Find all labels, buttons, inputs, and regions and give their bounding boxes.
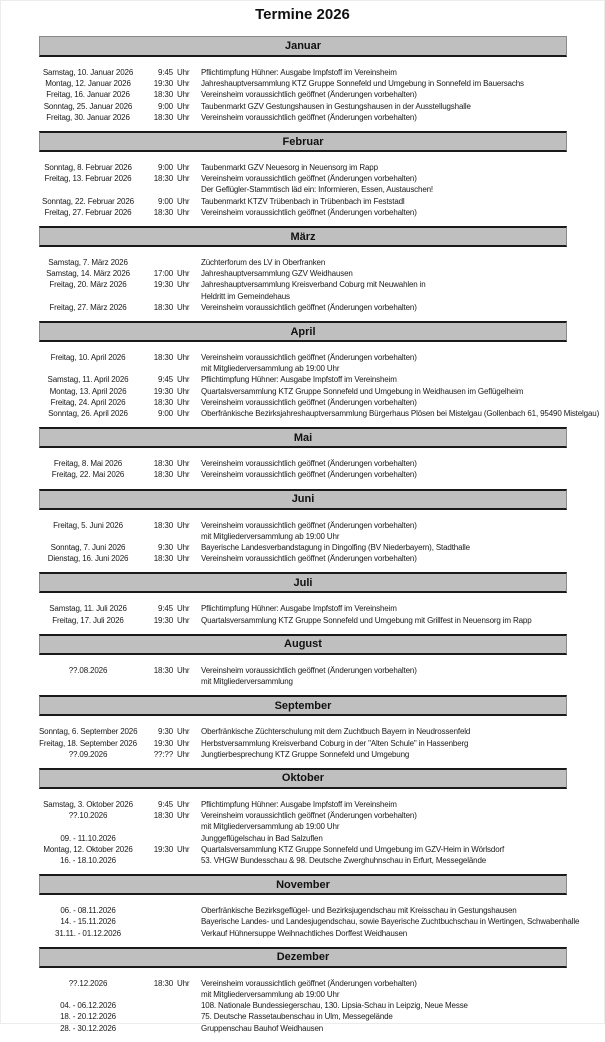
event-description	[201, 302, 567, 313]
event-description	[201, 196, 567, 207]
event-time-unit: Uhr	[177, 543, 190, 553]
month-header-bar	[39, 947, 567, 968]
event-description-line: mit Mitgliederversammlung ab 19:00 Uhr	[201, 822, 340, 832]
event-row	[39, 279, 567, 301]
event-description	[201, 89, 567, 100]
event-description	[201, 112, 567, 123]
event-description	[201, 352, 567, 374]
event-date: Montag, 12. Oktober 2026	[43, 844, 133, 854]
event-description-line: Vereinsheim voraussichtlich geöffnet (Änderungen vorbehalten)	[201, 90, 417, 100]
event-time: 19:30	[153, 844, 173, 854]
month-section-januar	[39, 36, 567, 131]
event-date: Samstag, 10. Januar 2026	[42, 68, 134, 77]
event-time-unit: Uhr	[177, 79, 190, 89]
event-row	[39, 207, 567, 218]
event-row	[39, 196, 567, 207]
event-row	[39, 1023, 567, 1034]
event-row	[39, 408, 600, 419]
month-name: August	[284, 638, 322, 651]
event-time-unit: Uhr	[177, 280, 190, 290]
event-time: 9:00	[158, 196, 173, 206]
event-description-line: Herbstversammlung Kreisverband Coburg in der "Alten Schule" in Hassenberg	[201, 738, 469, 748]
event-description-line: Jahreshauptversammlung KTZ Gruppe Sonnefeld und Umgebung in Sonnefeld im Bauersachs	[201, 79, 524, 89]
event-time-unit: Uhr	[177, 844, 190, 854]
event-row	[39, 397, 567, 408]
event-time: 18:30	[153, 520, 173, 530]
month-header-bar	[39, 226, 567, 247]
event-description	[201, 726, 567, 737]
event-description-line: Taubenmarkt GZV Gestungshausen in Gestungshausen in der Ausstellugshalle	[201, 101, 471, 111]
event-date: Sonntag, 7. Juni 2026	[50, 543, 126, 553]
event-time-unit: Uhr	[177, 459, 190, 469]
event-time: 18:30	[153, 353, 173, 363]
event-description-line: 108. Nationale Bundessiegerschau, 130. Lipsia-Schau in Leipzig, Neue Messe	[201, 1001, 468, 1011]
month-name: Februar	[282, 135, 324, 148]
month-section-september	[39, 695, 567, 768]
event-description-line: Vereinsheim voraussichtlich geöffnet (Änderungen vorbehalten)	[201, 470, 417, 480]
event-time-unit: Uhr	[177, 353, 190, 363]
month-name: Juli	[293, 576, 313, 589]
month-event-rows	[39, 152, 567, 226]
event-description	[201, 374, 567, 385]
event-description-line: Vereinsheim voraussichtlich geöffnet (Änderungen vorbehalten)	[201, 554, 417, 564]
month-header-bar	[39, 131, 567, 152]
event-row	[39, 101, 567, 112]
event-description-line: Pflichtimpfung Hühner: Ausgabe Impfstoff im Vereinsheim	[201, 68, 397, 77]
event-time-unit: Uhr	[177, 269, 190, 279]
month-name: Dezember	[276, 951, 330, 964]
event-description-line: Quartalsversammlung KTZ Gruppe Sonnefeld und Umgebung im GZV-Heim in Wörlsdorf	[201, 844, 505, 854]
event-time: 9:45	[158, 375, 173, 385]
event-time-unit: Uhr	[177, 163, 190, 173]
event-date: Freitag, 16. Januar 2026	[46, 90, 130, 100]
month-event-rows	[39, 57, 567, 131]
event-row	[39, 665, 567, 687]
event-description	[201, 855, 567, 866]
month-name: September	[274, 699, 332, 712]
event-time: 18:30	[153, 811, 173, 821]
event-row	[39, 905, 567, 916]
event-description	[201, 469, 567, 480]
event-description-line: Pflichtimpfung Hühner: Ausgabe Impfstoff im Vereinsheim	[201, 799, 397, 809]
event-description	[201, 520, 567, 542]
event-time: 9:00	[158, 163, 173, 173]
month-section-oktober	[39, 768, 567, 874]
month-header-bar	[39, 489, 567, 510]
event-row	[39, 726, 567, 737]
event-time: 18:30	[153, 665, 173, 675]
event-time: 19:30	[153, 615, 173, 625]
event-description	[201, 810, 567, 832]
event-time-unit: Uhr	[177, 90, 190, 100]
event-description-line: Quartalsversammlung KTZ Gruppe Sonnefeld und Umgebung in Weidhausen im Geflügelheim	[201, 386, 524, 396]
event-date: Samstag, 14. März 2026	[46, 269, 130, 279]
event-time-unit: Uhr	[177, 604, 190, 614]
event-date: Dienstag, 16. Juni 2026	[47, 554, 129, 564]
event-row	[39, 257, 567, 268]
event-time-unit: Uhr	[177, 615, 190, 625]
event-description	[201, 738, 567, 749]
month-section-november	[39, 874, 580, 947]
month-name: November	[276, 878, 330, 891]
month-section-mai	[39, 427, 567, 488]
month-name: Oktober	[281, 772, 325, 785]
month-header-bar	[39, 321, 567, 342]
event-description	[201, 916, 579, 927]
event-date: Sonntag, 26. April 2026	[48, 409, 128, 419]
event-time-unit: Uhr	[177, 665, 190, 675]
event-description-line: Vereinsheim voraussichtlich geöffnet (Änderungen vorbehalten)	[201, 207, 417, 217]
event-row	[39, 302, 567, 313]
event-description-line: Jungtierbesprechung KTZ Gruppe Sonnefeld und Umgebung	[201, 749, 410, 759]
event-date: Samstag, 11. April 2026	[47, 375, 129, 385]
event-date: Montag, 13. April 2026	[49, 386, 127, 396]
event-row	[39, 374, 567, 385]
event-time-unit: Uhr	[177, 68, 190, 77]
event-time: 18:30	[153, 174, 173, 184]
event-date: Samstag, 11. Juli 2026	[49, 604, 127, 614]
event-description	[201, 905, 567, 916]
month-event-rows	[39, 448, 567, 488]
event-time-unit: Uhr	[177, 799, 190, 809]
event-date: 06. - 08.11.2026	[60, 906, 116, 916]
event-description-line: Quartalsversammlung KTZ Gruppe Sonnefeld und Umgebung mit Grillfest in Neuensorg im Rapp	[201, 615, 532, 625]
event-date: Sonntag, 8. Februar 2026	[44, 163, 132, 173]
event-time: 18:30	[153, 554, 173, 564]
event-row	[39, 1000, 567, 1011]
event-date: Freitag, 30. Januar 2026	[46, 112, 130, 122]
event-description-line: Vereinsheim voraussichtlich geöffnet (Änderungen vorbehalten)	[201, 520, 417, 530]
event-description-line: Vereinsheim voraussichtlich geöffnet (Änderungen vorbehalten)	[201, 353, 417, 363]
event-date: Samstag, 3. Oktober 2026	[43, 799, 133, 809]
event-date: Freitag, 27. März 2026	[49, 302, 127, 312]
event-time: 19:30	[153, 738, 173, 748]
event-description	[201, 1023, 567, 1034]
event-description-line: 75. Deutsche Rassetaubenschau in Ulm, Messegelände	[201, 1012, 393, 1022]
event-time-unit: Uhr	[177, 196, 190, 206]
month-event-rows	[39, 789, 567, 874]
month-section-februar	[39, 131, 567, 226]
event-date: Freitag, 18. September 2026	[39, 738, 137, 748]
month-section-dezember	[39, 947, 567, 1042]
event-row	[39, 89, 567, 100]
event-date: Montag, 12. Januar 2026	[45, 79, 131, 89]
event-time-unit: Uhr	[177, 409, 190, 419]
event-description	[201, 542, 567, 553]
month-name: Juni	[291, 493, 315, 506]
event-row	[39, 799, 567, 810]
event-description-line: Pflichtimpfung Hühner: Ausgabe Impfstoff im Vereinsheim	[201, 375, 397, 385]
event-date: 31.11. - 01.12.2026	[55, 928, 121, 938]
event-description	[201, 162, 567, 173]
event-time: 9:30	[158, 727, 173, 737]
page-title: Termine 2026	[255, 6, 350, 23]
event-description	[201, 67, 567, 78]
event-description-line: Oberfränkische Züchterschulung mit dem Zuchtbuch Bayern in Neudrossenfeld	[201, 727, 471, 737]
event-row	[39, 738, 567, 749]
event-time: 19:30	[153, 79, 173, 89]
event-row	[39, 520, 567, 542]
event-time: 18:30	[153, 207, 173, 217]
month-event-rows	[39, 968, 567, 1042]
event-row	[39, 1011, 567, 1022]
events-calendar	[39, 36, 600, 1042]
event-description	[201, 1011, 567, 1022]
month-header-bar	[39, 874, 567, 895]
event-row	[39, 615, 567, 626]
event-description-line: Heldritt im Gemeindehaus	[201, 291, 290, 301]
event-time: 9:45	[158, 68, 173, 77]
event-row	[39, 833, 567, 844]
event-date: Sonntag, 25. Januar 2026	[43, 101, 133, 111]
event-row	[39, 553, 567, 564]
event-date: Samstag, 7. März 2026	[48, 258, 128, 268]
month-name: März	[290, 230, 316, 243]
event-row	[39, 67, 567, 78]
event-description-line: Bayerische Landes- und Landesjugendschau, sowie Bayerische Zuchtbuchschau in Wertingen, Schwabenhalle	[201, 917, 580, 927]
event-description-line: Vereinsheim voraussichtlich geöffnet (Änderungen vorbehalten)	[201, 665, 417, 675]
event-date: 28. - 30.12.2026	[60, 1023, 116, 1033]
event-time: 18:30	[153, 470, 173, 480]
event-row	[39, 112, 567, 123]
event-date: Freitag, 8. Mai 2026	[53, 459, 123, 469]
event-description	[201, 458, 567, 469]
event-row	[39, 916, 580, 927]
event-description-line: mit Mitgliederversammlung ab 19:00 Uhr	[201, 989, 340, 999]
month-event-rows	[39, 247, 567, 321]
event-description	[201, 207, 567, 218]
event-time-unit: Uhr	[177, 749, 190, 759]
event-date: Freitag, 5. Juni 2026	[53, 520, 123, 530]
event-time-unit: Uhr	[177, 101, 190, 111]
event-description-line: Oberfränkische Bezirksjahreshauptversammlung Bürgerhaus Plösen bei Mistelgau (Gollenbach 61, 95490 Mistelgau)	[201, 409, 600, 419]
event-time-unit: Uhr	[177, 738, 190, 748]
event-description-line: mit Mitgliederversammlung ab 19:00 Uhr	[201, 531, 340, 541]
event-description-line: mit Mitgliederversammlung	[201, 677, 293, 687]
month-header-bar	[39, 634, 567, 655]
month-event-rows	[39, 593, 567, 633]
event-date: Freitag, 17. Juli 2026	[52, 615, 124, 625]
event-time: 9:45	[158, 799, 173, 809]
event-date: 16. - 18.10.2026	[60, 855, 116, 865]
month-event-rows	[39, 342, 600, 427]
event-description	[201, 1000, 567, 1011]
event-time-unit: Uhr	[177, 520, 190, 530]
event-description-line: Züchterforum des LV in Oberfranken	[201, 258, 326, 268]
event-description	[201, 78, 567, 89]
event-description-line: Jahreshauptversammlung GZV Weidhausen	[201, 269, 353, 279]
event-description-line: Oberfränkische Bezirksgeflügel- und Bezirksjugendschau mit Kreisschau in Gestungshausen	[201, 906, 517, 916]
event-time-unit: Uhr	[177, 470, 190, 480]
event-row	[39, 268, 567, 279]
month-header-bar	[39, 427, 567, 448]
event-description	[201, 978, 567, 1000]
event-time: 9:00	[158, 409, 173, 419]
event-time-unit: Uhr	[177, 112, 190, 122]
event-time-unit: Uhr	[177, 554, 190, 564]
event-description-line: Taubenmarkt GZV Neuesorg in Neuensorg im Rapp	[201, 163, 378, 173]
event-row	[39, 978, 567, 1000]
event-description	[201, 101, 567, 112]
event-date: 18. - 20.12.2026	[60, 1012, 116, 1022]
event-description	[201, 799, 567, 810]
event-date: Sonntag, 22. Februar 2026	[42, 196, 134, 206]
event-description-line: Vereinsheim voraussichtlich geöffnet (Änderungen vorbehalten)	[201, 302, 417, 312]
month-name: Januar	[284, 40, 322, 52]
event-time: 9:00	[158, 101, 173, 111]
event-description	[201, 749, 567, 760]
month-event-rows	[39, 716, 567, 768]
event-date: ??.09.2026	[68, 749, 108, 759]
event-description-line: Der Geflügler-Stammtisch läd ein: Informieren, Essen, Austauschen!	[201, 185, 433, 195]
event-time: 18:30	[153, 302, 173, 312]
event-description	[201, 397, 567, 408]
event-description-line: Pflichtimpfung Hühner: Ausgabe Impfstoff im Vereinsheim	[201, 604, 397, 614]
month-header-bar	[39, 695, 567, 716]
event-row	[39, 458, 567, 469]
event-description	[201, 173, 567, 195]
event-time-unit: Uhr	[177, 174, 190, 184]
event-description	[201, 928, 567, 939]
event-description-line: 53. VHGW Bundesschau & 98. Deutsche Zwerghuhnschau in Erfurt, Messegelände	[201, 855, 487, 865]
event-row	[39, 749, 567, 760]
event-date: 04. - 06.12.2026	[60, 1001, 116, 1011]
event-time: 18:30	[153, 397, 173, 407]
event-description-line: mit Mitgliederversammlung ab 19:00 Uhr	[201, 364, 340, 374]
event-description-line: Gruppenschau Bauhof Weidhausen	[201, 1023, 324, 1033]
event-row	[39, 162, 567, 173]
event-description-line: Vereinsheim voraussichtlich geöffnet (Änderungen vorbehalten)	[201, 811, 417, 821]
event-description	[201, 257, 567, 268]
event-time: 18:30	[153, 459, 173, 469]
event-time-unit: Uhr	[177, 386, 190, 396]
event-time-unit: Uhr	[177, 302, 190, 312]
month-event-rows	[39, 655, 567, 695]
event-row	[39, 810, 567, 832]
event-date: 14. - 15.11.2026	[60, 917, 116, 927]
event-time-unit: Uhr	[177, 397, 190, 407]
event-description-line: Verkauf Hühnersuppe Weihnachtliches Dorffest Weidhausen	[201, 928, 408, 938]
event-row	[39, 603, 567, 614]
event-time: 9:45	[158, 604, 173, 614]
event-date: Freitag, 27. Februar 2026	[44, 207, 132, 217]
event-date: Freitag, 10. April 2026	[50, 353, 126, 363]
event-time: 19:30	[153, 280, 173, 290]
event-time-unit: Uhr	[177, 727, 190, 737]
event-description	[201, 844, 567, 855]
event-description	[201, 615, 567, 626]
event-description-line: Vereinsheim voraussichtlich geöffnet (Änderungen vorbehalten)	[201, 978, 417, 988]
event-description	[201, 268, 567, 279]
event-date: ??.08.2026	[68, 665, 108, 675]
month-section-april	[39, 321, 600, 427]
event-description	[201, 553, 567, 564]
event-date: Freitag, 22. Mai 2026	[51, 470, 125, 480]
month-header-bar	[39, 572, 567, 593]
event-description	[201, 833, 567, 844]
event-time: 9:30	[158, 543, 173, 553]
event-time-unit: Uhr	[177, 978, 190, 988]
event-time: ??:??	[153, 749, 173, 759]
event-description-line: Vereinsheim voraussichtlich geöffnet (Änderungen vorbehalten)	[201, 459, 417, 469]
month-section-märz	[39, 226, 567, 321]
event-description	[201, 408, 599, 419]
event-date: 09. - 11.10.2026	[60, 833, 116, 843]
event-description-line: Vereinsheim voraussichtlich geöffnet (Änderungen vorbehalten)	[201, 112, 417, 122]
event-row	[39, 844, 567, 855]
event-row	[39, 855, 567, 866]
month-section-august	[39, 634, 567, 695]
event-description-line: Taubenmarkt KTZV Trübenbach in Trübenbach im Feststadl	[201, 196, 405, 206]
event-description-line: Vereinsheim voraussichtlich geöffnet (Änderungen vorbehalten)	[201, 174, 417, 184]
event-row	[39, 386, 567, 397]
month-section-juni	[39, 489, 567, 573]
month-section-juli	[39, 572, 567, 633]
event-date: ??.10.2026	[68, 811, 108, 821]
event-time-unit: Uhr	[177, 375, 190, 385]
event-description-line: Vereinsheim voraussichtlich geöffnet (Änderungen vorbehalten)	[201, 397, 417, 407]
event-row	[39, 469, 567, 480]
event-time: 17:00	[153, 269, 173, 279]
event-row	[39, 173, 567, 195]
event-time: 19:30	[153, 386, 173, 396]
event-date: Freitag, 20. März 2026	[49, 280, 127, 290]
event-row	[39, 78, 567, 89]
month-event-rows	[39, 895, 580, 947]
event-row	[39, 352, 567, 374]
event-time: 18:30	[153, 978, 173, 988]
event-description-line: Junggeflügelschau in Bad Salzuflen	[201, 833, 323, 843]
event-description	[201, 603, 567, 614]
event-description	[201, 386, 567, 397]
event-date: ??.12.2026	[68, 978, 108, 988]
event-row	[39, 542, 567, 553]
event-description	[201, 279, 567, 301]
event-date: Freitag, 24. April 2026	[50, 397, 126, 407]
month-header-bar	[39, 36, 567, 57]
month-name: Mai	[293, 431, 313, 444]
event-description	[201, 665, 567, 687]
event-time: 18:30	[153, 90, 173, 100]
month-event-rows	[39, 510, 567, 573]
event-date: Freitag, 13. Februar 2026	[44, 174, 132, 184]
event-row	[39, 928, 567, 939]
event-time: 18:30	[153, 112, 173, 122]
event-date: Sonntag, 6. September 2026	[39, 727, 138, 737]
event-description-line: Bayerische Landesverbandstagung in Dingolfing (BV Niederbayern), Stadthalle	[201, 543, 470, 553]
event-time-unit: Uhr	[177, 811, 190, 821]
month-name: April	[290, 325, 316, 338]
event-time-unit: Uhr	[177, 207, 190, 217]
month-header-bar	[39, 768, 567, 789]
event-description-line: Jahreshauptversammlung Kreisverband Coburg mit Neuwahlen in	[201, 280, 426, 290]
